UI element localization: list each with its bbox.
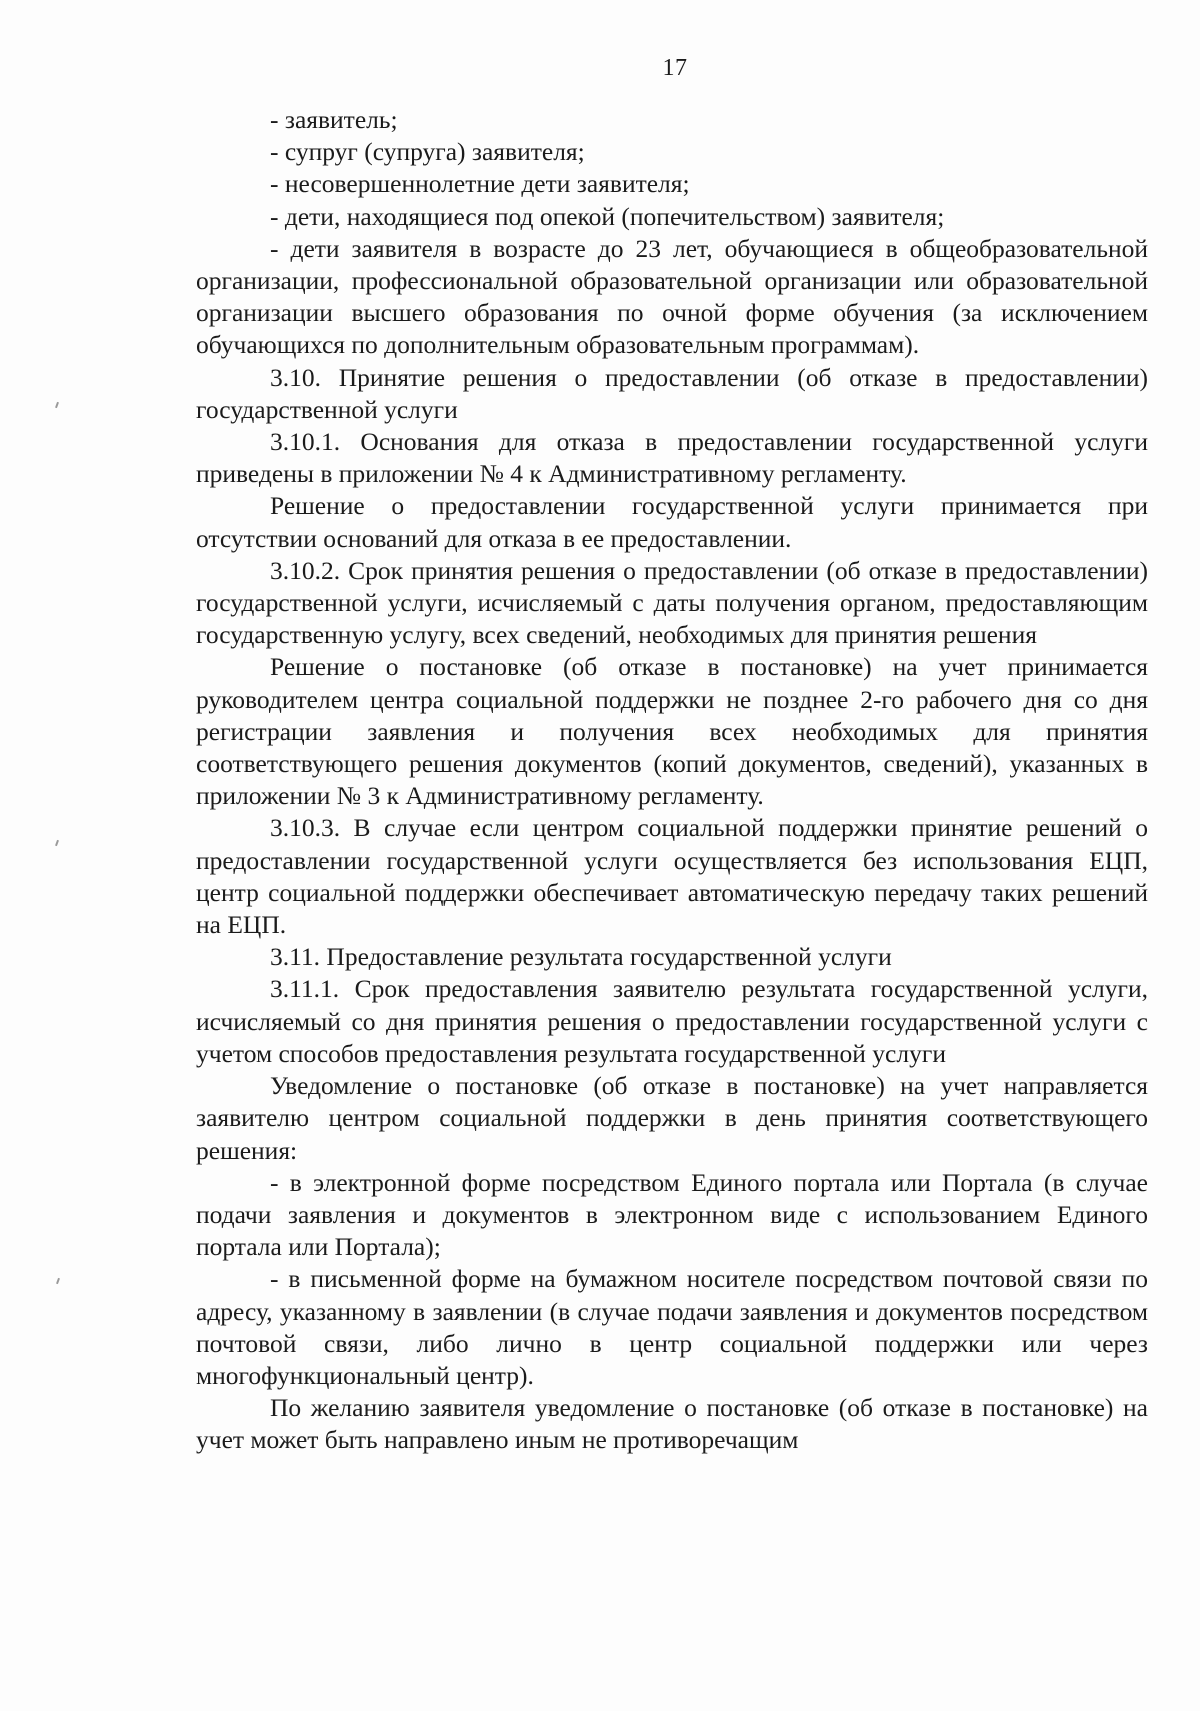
list-item-children-under-guardianship: - дети, находящиеся под опекой (попечительством) заявителя; <box>270 201 945 231</box>
scan-artifact <box>56 1278 60 1284</box>
paragraph-decision-granted: Решение о предоставлении государственной услуги принимается при отсутствии оснований для отказа в ее предоставлении. <box>196 491 1148 553</box>
section-heading-3-10: 3.10. Принятие решения о предоставлении (об отказе в предоставлении) государственной услуги <box>196 362 1148 424</box>
clause-3-10-1: 3.10.1. Основания для отказа в предоставлении государственной услуги приведены в приложении № 4 к Административному регламенту. <box>196 427 1148 489</box>
scan-artifact <box>55 402 59 408</box>
list-item-spouse: - супруг (супруга) заявителя; <box>270 137 585 167</box>
clause-3-10-3: 3.10.3. В случае если центром социальной поддержки принятие решений о предоставлении государственной услуги осуществляется без использования ЕЦП, центр социальной поддержки обеспечивает автоматическую передачу таких решений на ЕЦП. <box>196 813 1148 940</box>
section-heading-3-11: 3.11. Предоставление результата государственной услуги <box>270 942 892 972</box>
page-number: 17 <box>662 55 688 81</box>
list-item-electronic-form: - в электронной форме посредством Единого портала или Портала (в случае подачи заявления и документов в электронном виде с использованием Единого портала или Портала); <box>196 1167 1148 1262</box>
clause-3-11-1: 3.11.1. Срок предоставления заявителю результата государственной услуги, исчисляемый со дня принятия решения о предоставлении государственной услуги с учетом способов предоставления результата государственной услуги <box>196 974 1148 1068</box>
list-item-student-children: - дети заявителя в возрасте до 23 лет, обучающиеся в общеобразовательной организации, профессиональной образовательной организации или образовательной организации высшего образования по очной форме обучения (за исключением обучающихся по дополнительным образовательным программам). <box>196 233 1148 360</box>
list-item-applicant: - заявитель; <box>270 105 398 134</box>
paragraph-other-means: По желанию заявителя уведомление о постановке (об отказе в постановке) на учет может быть направлено иным не противоречащим <box>196 1393 1148 1455</box>
scan-artifact <box>55 840 59 846</box>
list-item-minor-children: - несовершеннолетние дети заявителя; <box>270 169 690 199</box>
clause-3-10-2: 3.10.2. Срок принятия решения о предоставлении (об отказе в предоставлении) государственной услуги, исчисляемый с даты получения органом, предоставляющим государственную услугу, всех сведений, необходимых для принятия решения <box>196 555 1148 650</box>
document-body <box>196 104 1148 1457</box>
paragraph-registration-decision: Решение о постановке (об отказе в постановке) на учет принимается руководителем центра социальной поддержки не позднее 2-го рабочего дня со дня регистрации заявления и получения всех необходимых для принятия соответствующего решения документов (копий документов, сведений), указанных в приложении № 3 к Административному регламенту. <box>196 652 1148 811</box>
list-item-paper-form: - в письменной форме на бумажном носителе посредством почтовой связи по адресу, указанному в заявлении (в случае подачи заявления и документов посредством почтовой связи, либо лично в центр социальной поддержки или через многофункциональный центр). <box>196 1264 1148 1390</box>
paragraph-notification: Уведомление о постановке (об отказе в постановке) на учет направляется заявителю центром социальной поддержки в день принятия соответствующего решения: <box>196 1071 1148 1165</box>
